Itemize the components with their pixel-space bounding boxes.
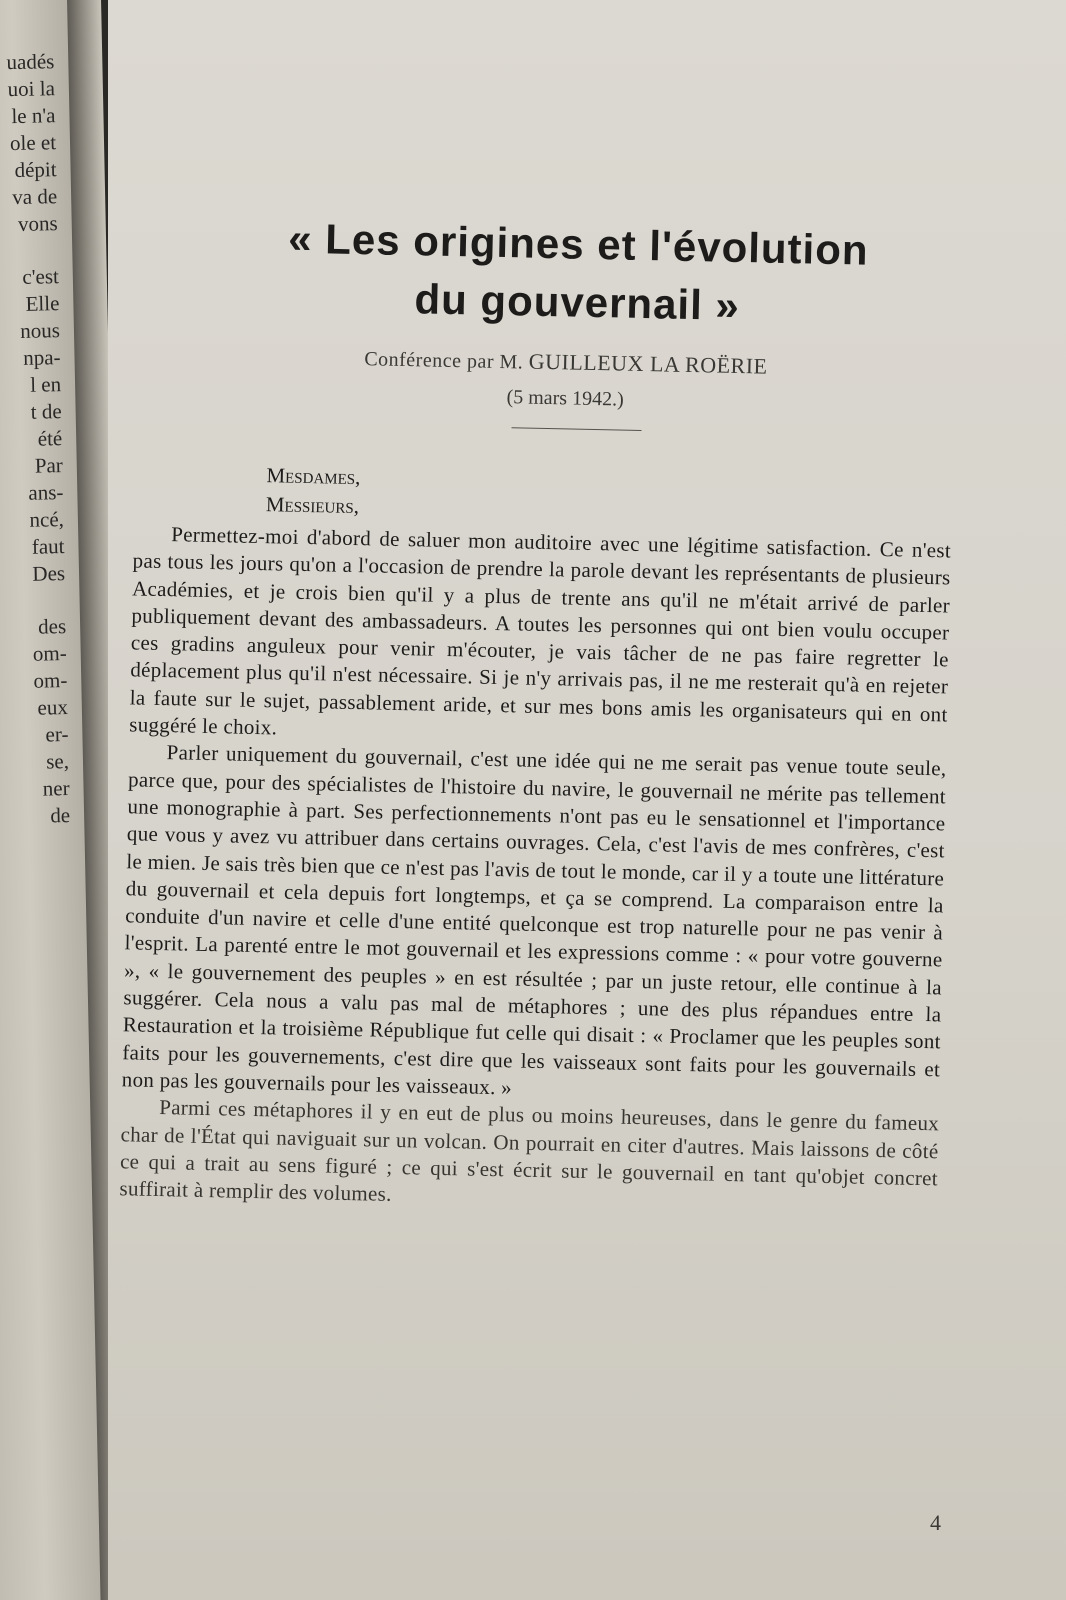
left-page-line: ans- [28,480,64,505]
left-page-line: ner [42,776,70,801]
separator-rule [512,427,642,431]
left-page-line: er- [45,722,69,747]
left-page-line: faut [31,534,65,559]
left-page-line: se, [45,749,70,774]
left-page-line: le n'a [11,103,56,129]
page-number: 4 [930,1510,941,1535]
left-page-line: vons [17,211,58,236]
left-page-gap [0,588,70,616]
left-page-line: été [37,426,63,451]
left-page-line: om- [33,668,68,693]
author-name: GUILLEUX LA ROËRIE [528,348,768,379]
left-page-line: c'est [22,264,60,289]
article-title [198,208,958,340]
body-text [119,520,951,1219]
left-page-gap [0,238,63,266]
paragraph-2: Parler uniquement du gouvernail, c'est une idée qui ne me serait pas venue toute seule, parce que, pour des spécialistes de l'histoire du navire, le gouvernail ne mérite pas tellement une monographie à part. Ses perfectionnements n'ont pas eu le sensationnel et l'importance que vous y avez vu attribuer dans certains ouvrages. Cela, c'est l'avis de mes confrères, c'est le mien. Je sais très bien que ce n'est pas l'avis de tout le monde, car il y a toute une littérature du gouvernail et cela depuis fort longtemps, et ça se comprend. La comparaison entre la conduite d'un navire et celle d'une entité quelconque est trop naturelle pour ne pas venir à l'esprit. La parenté entre le mot gouvernail et les expressions comme : « pour votre gouverne », « le gouvernement des peuples » en est résultée ; par un juste retour, elle continue à la suggérer. Cela nous a valu pas mal de métaphores ; une des plus répandues entre la Restauration et la troisième République fut celle qui disait : « Proclamer que les peuples sont faits pour les gouvernements, c'est dire que les vaisseaux sont faits pour les gouvernails et non pas les gouvernails pour les vaisseaux. » [121,740,947,1100]
salutation-messieurs: Messieurs, [265,492,360,519]
left-page-text-fragments [0,49,74,832]
left-page-line: eux [37,695,69,720]
page-content [112,206,958,1553]
left-page-line: des [37,614,67,639]
left-page-line: om- [32,641,67,666]
left-page-line: uadés [6,49,55,75]
left-page-line: Des [32,561,66,586]
left-page-line: Par [34,453,64,478]
left-page-line: t de [30,399,62,424]
left-page-line: va de [12,184,58,210]
left-page-line: ole et [9,130,57,156]
left-page-line: de [50,803,71,828]
left-page-line: nous [20,318,61,343]
lecture-date: (5 mars 1942.) [506,386,624,411]
subtitle [177,341,955,383]
subtitle-prefix: Conférence par M. [364,348,524,374]
salutation-mesdames: Mesdames, [266,463,361,490]
title-line-2: du gouvernail » [414,275,741,330]
paragraph-3: Parmi ces métaphores il y en eut de plus ou moins heureuses, dans le genre du fameux char de l'État qui naviguait sur un volcan. On pourrait en citer d'autres. Mais laissons de côté ce qui a trait au sens figuré ; ce qui s'est écrit sur le gouvernail en tant qu'objet concret suffirait à remplir des volumes. [119,1095,940,1207]
left-page-line: npa- [22,345,61,370]
left-page-line: uoi la [7,76,56,102]
left-page-line: dépit [14,157,57,183]
left-page-line: Elle [25,291,60,316]
left-page-line: l en [29,372,62,397]
paragraph-1: Permettez-moi d'abord de saluer mon auditoire avec une légitime satisfaction. Ce n'est pas tous les jours qu'on a l'occasion de prendre la parole devant les représentants de plusieurs Académies, et je crois bien qu'il y a plus de trente ans qu'il ne m'était arrivé de parler publiquement devant des ambassadeurs. A toutes les personnes qui ont bien voulu occuper ces gradins anguleux pour venir m'écouter, je vais tâcher de ne pas faire regretter le déplacement plus qu'il n'est nécessaire. Si je n'y arrivais pas, il ne me resterait qu'à en rejeter la faute sur le sujet, passablement aride, et sur mes bons amis les organisateurs qui en ont suggéré le choix. [128,522,952,740]
left-page-line: ncé, [29,507,65,532]
title-line-1: « Les origines et l'évolution [287,214,870,274]
